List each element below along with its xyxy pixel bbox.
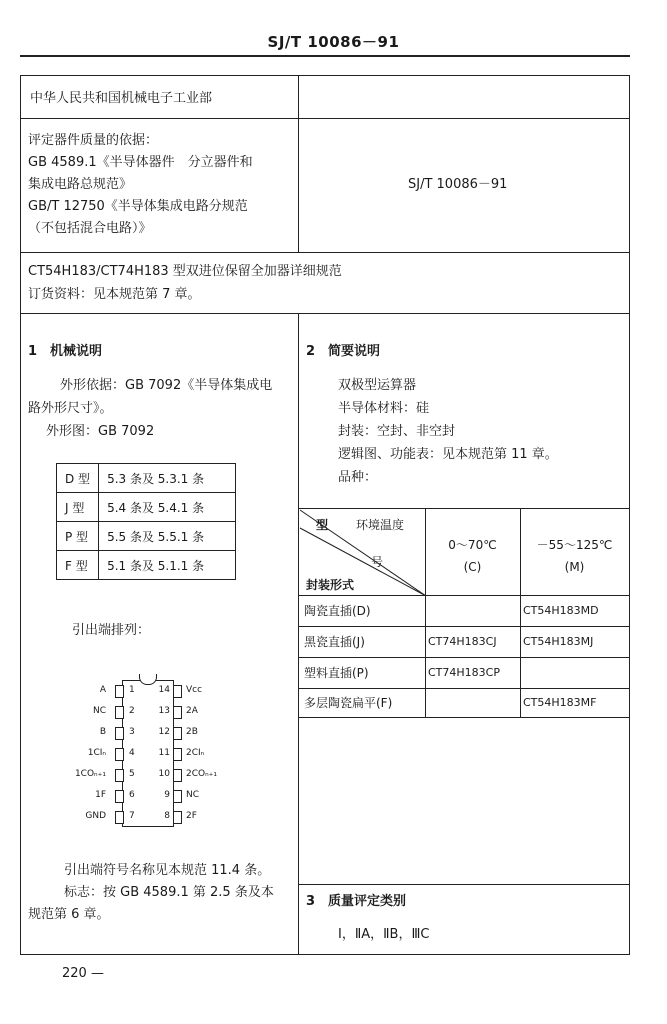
package-type: P 型 [57,522,99,551]
section2-line-4: 逻辑图、功能表：见本规范第 11 章。 [338,447,558,462]
package-table [56,463,236,580]
pin-label-left: B [99,727,106,737]
pin-label-right: NC [186,790,200,800]
pin-number: 1 [129,685,135,695]
quality-categories: Ⅰ，ⅡA，ⅡB，ⅢC [338,927,430,942]
pin-box [173,790,182,803]
pin-label-left: GND [85,811,106,821]
pin-number: 8 [164,811,170,821]
variant-c: CT74H183CJ [428,635,497,648]
table-row [57,493,236,522]
package-type: D 型 [57,464,99,493]
vt-rule [298,717,629,718]
variant-pkg: 陶瓷直插(D) [304,604,371,618]
page-number: 220 — [62,966,104,981]
pin-number: 13 [158,706,170,716]
pin-box [115,811,124,824]
pin-label-left: NC [92,706,106,716]
col-c-code: (C) [463,560,482,574]
frame-left [20,75,21,955]
pin-label-left: 1CIₙ [87,748,106,758]
section1-line-1: 外形依据：GB 7092《半导体集成电 [60,378,273,393]
frame-bottom [20,954,630,955]
box-divider [298,75,299,252]
pin-number: 2 [129,706,135,716]
package-ref: 5.4 条及 5.4.1 条 [99,493,236,522]
pin-number: 10 [158,769,170,779]
pin-box [173,727,182,740]
pin-box [173,685,182,698]
order-info: 订货资料：见本规范第 7 章。 [28,287,201,302]
basis-line-4: GB/T 12750《半导体集成电路分规范 [28,199,248,214]
pin-label-right: Vcc [186,685,203,695]
pin-label-right: 2COₙ₊₁ [186,769,218,779]
rule-section3 [298,884,629,885]
pin-label-left: 1COₙ₊₁ [74,769,106,779]
section2-heading: 2 简要说明 [306,344,381,359]
pin-label-right: 2B [186,727,198,737]
frame-right [629,75,630,955]
vt-rule [298,688,629,689]
section2-line-3: 封装：空封、非空封 [338,424,456,439]
basis-line-1: 评定器件质量的依据： [28,133,159,148]
pin-number: 14 [158,685,170,695]
basis-line-3: 集成电路总规范》 [28,177,133,192]
section1-footer-2: 标志：按 GB 4589.1 第 2.5 条及本 [64,885,274,900]
pin-box [115,769,124,782]
package-ref: 5.3 条及 5.3.1 条 [99,464,236,493]
section1-footer-3: 规范第 6 章。 [28,907,110,922]
corner-temp-label: 环境温度 [356,518,405,532]
rule-1 [20,118,630,119]
pin-box [173,811,182,824]
pinout-title: 引出端排列： [72,623,151,638]
pin-label-right: 2CIₙ [186,748,205,758]
rule-3 [20,313,630,314]
table-row [57,464,236,493]
pin-number: 12 [158,727,170,737]
pin-box [115,790,124,803]
variant-pkg: 多层陶瓷扁平(F) [304,696,393,710]
pin-box [173,769,182,782]
variant-pkg: 塑料直插(P) [304,666,369,680]
package-type: F 型 [57,551,99,580]
variant-m: CT54H183MD [523,604,599,617]
pin-number: 5 [129,769,135,779]
col-m-range: －55～125℃ [536,538,613,552]
pin-number: 7 [129,811,135,821]
section2-line-5: 品种： [338,470,378,485]
header-rule [20,55,630,57]
pin-box [173,748,182,761]
package-ref: 5.5 条及 5.5.1 条 [99,522,236,551]
variant-pkg: 黑瓷直插(J) [304,635,365,649]
basis-line-5: （不包括混合电路）》 [28,221,152,236]
basis-line-2: GB 4589.1《半导体器件 分立器件和 [28,155,253,170]
spec-title: CT54H183/CT74H183 型双进位保留全加器详细规范 [28,264,342,279]
standard-code: SJ/T 10086－91 [408,177,508,192]
ministry-name: 中华人民共和国机械电子工业部 [30,91,213,106]
col-m-code: (M) [564,560,585,574]
section1-line-2: 路外形尺寸》。 [28,401,113,416]
corner-form-label: 封装形式 [306,578,355,592]
standard-number-header: SJ/T 10086－91 [267,33,400,51]
pin-label-left: 1F [95,790,106,800]
pin-number: 6 [129,790,135,800]
table-row [57,551,236,580]
rule-2 [20,252,630,253]
variant-c: CT74H183CP [428,666,500,679]
frame-top [20,75,630,76]
pin-box [115,685,124,698]
pin-box [115,727,124,740]
section1-line-3: 外形图：GB 7092 [46,424,155,439]
vt-rule [298,626,629,627]
section2-line-2: 半导体材料：硅 [338,401,430,416]
pin-number: 3 [129,727,135,737]
col-c-range: 0～70℃ [448,538,497,552]
variant-m: CT54H183MJ [523,635,594,648]
pin-label-left: A [99,685,106,695]
section1-heading: 1 机械说明 [28,344,103,359]
corner-type-label: 型 [316,518,329,532]
pin-number: 4 [129,748,135,758]
variant-table [298,508,629,718]
pin-number: 11 [158,748,170,758]
pin-label-right: 2A [186,706,198,716]
pin-number: 9 [164,790,170,800]
package-type: J 型 [57,493,99,522]
section3-heading: 3 质量评定类别 [306,894,407,909]
pin-box [173,706,182,719]
variant-m: CT54H183MF [523,696,597,709]
section1-footer-1: 引出端符号名称见本规范 11.4 条。 [64,863,271,878]
package-ref: 5.1 条及 5.1.1 条 [99,551,236,580]
pin-box [115,706,124,719]
pin-label-right: 2F [186,811,197,821]
corner-no-label: 号 [371,555,384,569]
table-row [57,522,236,551]
section2-line-1: 双极型运算器 [338,378,417,393]
pin-box [115,748,124,761]
vt-rule [298,657,629,658]
